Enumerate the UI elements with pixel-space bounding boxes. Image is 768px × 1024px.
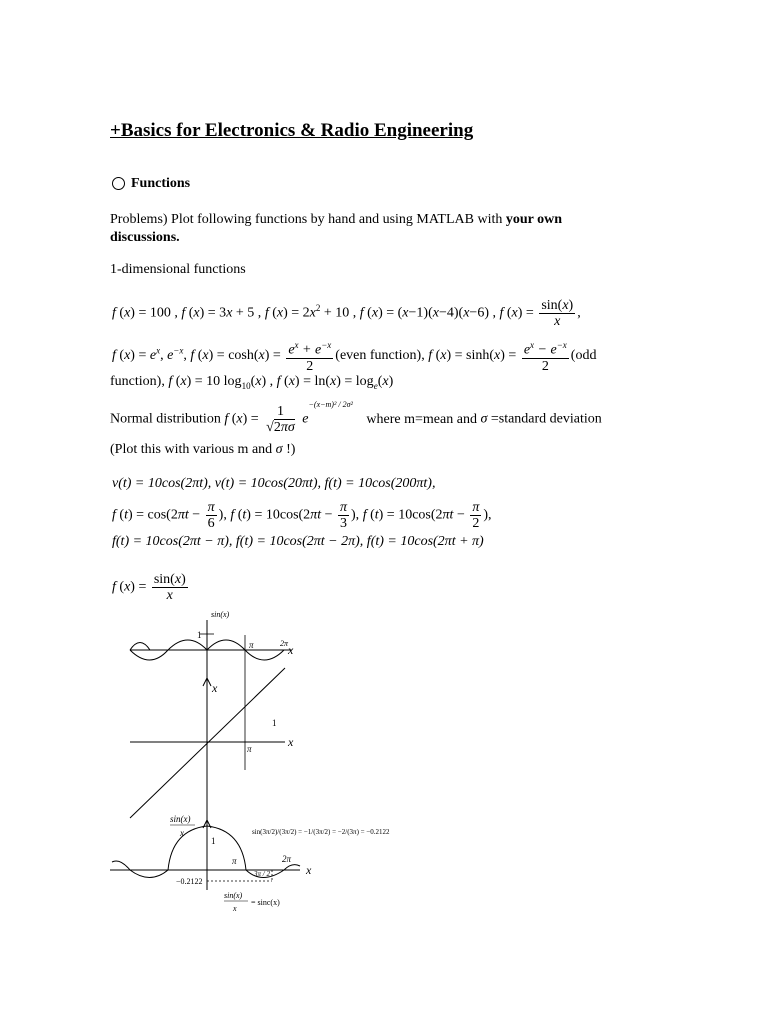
sinc-min-label: −0.2122 (176, 877, 203, 886)
sinc-pi-label: π (232, 856, 237, 866)
cos-line-1: v(t) = 10cos(2πt), v(t) = 10cos(20πt), f(t) = 10cos(200πt), (112, 476, 436, 491)
equation-line-3: function), f (x) = 10 $\log_{10}(x)$ , f $(x) = \ln(x) = \log_e(x)$ (110, 374, 394, 391)
sinc-axis-den: x (180, 828, 184, 838)
sine-curve-left (130, 643, 150, 651)
sine-one-label: 1 (197, 630, 202, 640)
sinc-heading: f (x) = $\frac{\sin(x)}{x}$ (112, 572, 186, 603)
sine-x-label: x (288, 643, 294, 657)
circle-bullet-icon (112, 177, 125, 190)
sinc-right-tail (284, 865, 300, 870)
normal-note-text: (Plot this with various m and (110, 442, 273, 457)
sinc-bottom-num: sin(x) (224, 891, 243, 900)
sinc-one-label: 1 (211, 836, 216, 846)
odd-function-label: (odd (570, 348, 597, 364)
normal-note-end: !) (286, 442, 296, 457)
normal-sd: =standard deviation (490, 411, 602, 427)
sinc-plot (110, 814, 390, 913)
sine-curve-label: sin(x) (211, 610, 230, 619)
normal-where: where m=mean and (366, 411, 477, 427)
sine-plot (130, 610, 294, 890)
normal-distribution-label: Normal distribution (110, 411, 221, 427)
cos-line-3: f(t) = 10cos(2πt − π), f(t) = 10cos(2πt − 2π), f(t) = 10cos(2πt + π) (112, 534, 484, 549)
sinc-left-tail (112, 861, 130, 870)
subheading: 1-dimensional functions (110, 262, 246, 277)
problem-lead: Problems) Plot following functions by hand and using MATLAB with (110, 212, 506, 227)
sinc-sketch-figure (0, 600, 768, 920)
linear-y-label: x (212, 681, 218, 695)
page-title: +Basics for Electronics & Radio Engineering (110, 120, 474, 141)
problem-line2: discussions. (110, 230, 180, 245)
problem-statement (110, 212, 562, 228)
linear-one-label: 1 (272, 718, 277, 728)
function-continuation: function), (110, 374, 165, 389)
sinc-x-label: x (306, 863, 312, 877)
linear-pi-label: π (247, 744, 252, 754)
normal-distribution-line: Normal distribution f (x) = $\frac{1}{√2\pi\sigma}$ $e^{-(x-m)^2 / 2\sigma^2}$ where m=mean and σ =standard deviation (110, 400, 602, 435)
normal-note: (Plot this with various m and σ !) (110, 442, 296, 457)
sinc-bottom-den: x (233, 904, 237, 913)
sinc-2pi-label: 2π (282, 854, 292, 864)
sinc-3pi2-label: 3π / 2 (254, 870, 270, 878)
problem-bold: your own (505, 212, 563, 227)
section-heading (112, 176, 190, 192)
linear-plot (130, 668, 294, 818)
equation-line-2: f $(x) = e^x$, $e^{-x}$, f (x) = cosh(x) = $\frac{e^x + e^{-x}}{2}$ (even function), f (x) = sinh(x) = $\frac{e^x - e^{-x}}{2}$ (odd (112, 340, 597, 374)
cos-line-2: f (t) = cos(2πt − $\frac{\pi}{6}$ ), f (t) = 10cos(2πt − $\frac{\pi}{3}$ ), f (t) = 10cos(2πt − $\frac{\pi}{2}$ ), (112, 500, 492, 531)
sinc-axis-num: sin(x) (170, 814, 191, 824)
equation-line-1: f (x) = 100 , f (x) = 3x + 5 , f $(x) = 2x^2 + 10$ , f (x) = (x−1)(x−4)(x−6) , f (x) = $\frac{\sin(x)}{x}$ , (112, 298, 581, 329)
sine-pi-label: π (249, 640, 254, 650)
linear-x-label: x (288, 735, 294, 749)
sine-2pi-label: 2π (280, 639, 289, 648)
sinc-left-lobe (130, 870, 168, 878)
sinc-min-note: sin(3π/2)/(3π/2) = −1/(3π/2) = −2/(3π) = −0.2122 (252, 828, 390, 836)
section-label: Functions (131, 176, 191, 191)
even-function-label: (even function), (335, 348, 425, 364)
sinc-def-label: = sinc(x) (251, 898, 280, 907)
